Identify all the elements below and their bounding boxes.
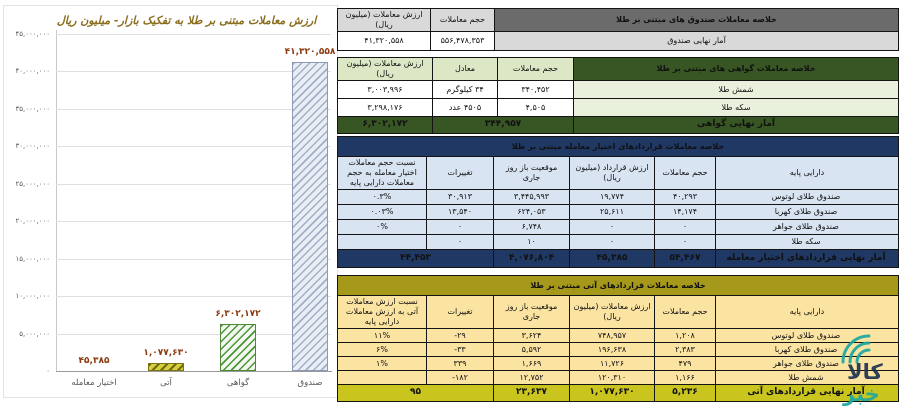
x-axis-category-label: اختیار معامله — [71, 378, 117, 388]
table-row — [338, 99, 899, 117]
fut-col-value: ارزش معاملات (میلیون ریال) — [570, 296, 655, 329]
cert-col-volume: حجم معاملات — [498, 58, 574, 81]
cert-equivalent: ۴۵۰۵ عدد — [433, 99, 498, 117]
bar-3 — [292, 62, 328, 371]
opt-underlying: سکه طلا — [716, 235, 899, 250]
table-footer-row — [338, 117, 899, 134]
cert-final-value: ۶,۳۰۲,۱۷۲ — [338, 117, 433, 134]
y-gridline — [56, 34, 331, 35]
fut-col-volume: حجم معاملات — [655, 296, 716, 329]
table-row: صندوق طلای جواهر ۰ ۰ ۶,۷۴۸ ۰ ۰% — [338, 220, 899, 235]
y-axis-tick-label: ۴۵,۰۰۰,۰۰۰ — [15, 30, 50, 38]
kalakhabar-logo — [841, 334, 900, 408]
chart-plot-area — [4, 6, 337, 397]
y-axis-tick-label: ۵,۰۰۰,۰۰۰ — [19, 330, 50, 338]
y-gridline — [56, 296, 331, 297]
funds-final-label: آمار نهایی صندوق — [495, 32, 899, 51]
fut-col-changes: تغییرات — [427, 296, 494, 329]
table-row: صندوق طلای کهربا ۲,۳۸۳ ۱۹۶,۶۳۸ ۵,۵۹۲ -۳۳ ۶% — [338, 343, 899, 357]
y-axis-tick-label: ۳۰,۰۰۰,۰۰۰ — [15, 142, 50, 150]
funds-col-value: ارزش معاملات (میلیون ریال) — [338, 9, 431, 32]
options-table-title: خلاصه معاملات قراردادهای اختیار معامله مبتنی بر طلا — [338, 137, 899, 157]
cert-col-value: ارزش معاملات (میلیون ریال) — [338, 58, 433, 81]
bar-1 — [148, 363, 184, 371]
opt-col-ratio: نسبت حجم معاملات اختیار معامله به حجم معاملات دارایی پایه — [338, 157, 427, 190]
table-row: صندوق طلای کهربا ۱۴,۱۷۴ ۲۵,۶۱۱ ۶۲۴,۰۵۳ ۱۳,۵۴۰ ۰.۰۳% — [338, 205, 899, 220]
opt-underlying: صندوق طلای جواهر — [716, 220, 899, 235]
opt-col-open-interest: موقعیت باز روز جاری — [494, 157, 570, 190]
fut-underlying: صندوق طلای لوتوس — [716, 329, 899, 343]
cert-final-volume: ۳۴۴,۹۵۷ — [433, 117, 574, 134]
table-row: شمش طلا ۱,۱۶۶ ۱۲۰,۳۱۰ ۱۲,۷۵۲ -۱۸۲ — [338, 371, 899, 385]
bar-value-label: ۴۵,۳۸۵ — [78, 356, 110, 366]
cert-volume: ۴,۵۰۵ — [498, 99, 574, 117]
opt-col-changes: تغییرات — [427, 157, 494, 190]
x-axis-category-label: صندوق — [297, 378, 323, 388]
table-row — [338, 32, 899, 51]
futures-table-title: خلاصه معاملات قراردادهای آتی مبتنی بر طلا — [338, 276, 899, 296]
funds-table-title: خلاصه معاملات صندوق های مبتنی بر طلا — [495, 9, 899, 32]
x-axis-line — [56, 371, 332, 372]
table-row: سکه طلا ۰ ۰ ۱۰ ۰ — [338, 235, 899, 250]
x-axis-category-label: گواهی — [226, 378, 250, 388]
bar-value-label: ۱,۰۷۷,۶۳۰ — [143, 348, 189, 358]
y-gridline — [56, 184, 331, 185]
table-footer-row: آمار نهایی قراردادهای اختیار معامله ۵۴,۴۶۷ ۴۵,۳۸۵ ۴,۰۷۶,۸۰۴ ۴۴,۴۵۳ — [338, 250, 899, 268]
fut-underlying: صندوق طلای کهربا — [716, 343, 899, 357]
table-row: صندوق طلای جواهر ۴۷۹ ۱۱,۷۲۶ ۱,۶۶۹ ۳۳۹ ۱% — [338, 357, 899, 371]
table-row: صندوق طلای لوتوس ۴۰,۲۹۳ ۱۹,۷۷۴ ۳,۴۴۵,۹۹۳ ۳۰,۹۱۳ ۰.۳% — [338, 190, 899, 205]
chart-panel — [3, 5, 338, 398]
funds-volume-value: ۵۵۶,۴۷۸,۳۵۳ — [431, 32, 495, 51]
fut-final-label: آمار نهایی قراردادهای آتی — [716, 385, 899, 402]
chart-title: ارزش معاملات مبتنی بر طلا به تفکیک بازار- میلیون ریال — [56, 14, 317, 27]
table-footer-row: آمار نهایی قراردادهای آتی ۵,۲۳۶ ۱,۰۷۷,۶۳۰ ۲۳,۶۳۷ ۹۵ — [338, 385, 899, 402]
bar-value-label: ۶,۳۰۲,۱۷۲ — [215, 309, 261, 319]
cert-row-label: سکه طلا — [574, 99, 899, 117]
fut-underlying: شمش طلا — [716, 371, 899, 385]
y-gridline — [56, 221, 331, 222]
x-axis-category-label: آتی — [160, 378, 172, 388]
table-row: صندوق طلای لوتوس ۱,۲۰۸ ۷۴۸,۹۵۷ ۳,۶۲۴ -۲۹ ۱۱% — [338, 329, 899, 343]
fut-col-underlying: دارایی پایه — [716, 296, 899, 329]
cert-equivalent: ۳۴ کیلوگرم — [433, 81, 498, 99]
funds-col-volume: حجم معاملات — [431, 9, 495, 32]
opt-col-value: ارزش قرارداد (میلیون ریال) — [570, 157, 655, 190]
opt-col-volume: حجم معاملات — [655, 157, 716, 190]
certificates-table-title: خلاصه معاملات گواهی های مبتنی بر طلا — [574, 58, 899, 81]
logo-word-khabar: خبر — [843, 382, 880, 406]
bar-2 — [220, 324, 256, 371]
certificates-summary-table — [337, 57, 899, 134]
options-summary-table — [337, 136, 899, 268]
opt-final-label: آمار نهایی قراردادهای اختیار معامله — [716, 250, 899, 268]
funds-summary-table — [337, 8, 899, 51]
y-axis-tick-label: ۱۵,۰۰۰,۰۰۰ — [15, 255, 50, 263]
opt-underlying: صندوق طلای لوتوس — [716, 190, 899, 205]
y-gridline — [56, 71, 331, 72]
futures-summary-table — [337, 275, 899, 402]
y-axis-tick-label: ۱۰,۰۰۰,۰۰۰ — [15, 292, 50, 300]
y-axis-tick-label: ۲۵,۰۰۰,۰۰۰ — [15, 180, 50, 188]
y-axis-tick-label: ۳۵,۰۰۰,۰۰۰ — [15, 105, 50, 113]
y-gridline — [56, 334, 331, 335]
cert-col-equivalent: معادل — [433, 58, 498, 81]
y-axis-tick-label: ۴۰,۰۰۰,۰۰۰ — [15, 67, 50, 75]
y-gridline — [56, 146, 331, 147]
funds-trade-value: ۴۱,۳۲۰,۵۵۸ — [338, 32, 431, 51]
opt-col-underlying: دارایی پایه — [716, 157, 899, 190]
cert-value: ۳,۲۹۸,۱۷۶ — [338, 99, 433, 117]
cert-volume: ۳۴۰,۴۵۲ — [498, 81, 574, 99]
table-row — [338, 81, 899, 99]
fut-col-open-interest: موقعیت باز روز جاری — [494, 296, 570, 329]
y-gridline — [56, 259, 331, 260]
logo-word-kala: کالا — [847, 360, 883, 384]
cert-row-label: شمش طلا — [574, 81, 899, 99]
fut-col-ratio: نسبت ارزش معاملات آتی به ارزش معاملات دارایی پایه — [338, 296, 427, 329]
y-axis-tick-label: ۲۰,۰۰۰,۰۰۰ — [15, 217, 50, 225]
y-gridline — [56, 109, 331, 110]
cert-final-label: آمار نهایی گواهی — [574, 117, 899, 134]
bar-value-label: ۴۱,۳۲۰,۵۵۸ — [284, 47, 336, 57]
y-axis-tick-label: ۰ — [46, 367, 50, 375]
opt-underlying: صندوق طلای کهربا — [716, 205, 899, 220]
y-axis-line — [56, 30, 57, 371]
cert-value: ۳,۰۰۳,۹۹۶ — [338, 81, 433, 99]
fut-underlying: صندوق طلای جواهر — [716, 357, 899, 371]
